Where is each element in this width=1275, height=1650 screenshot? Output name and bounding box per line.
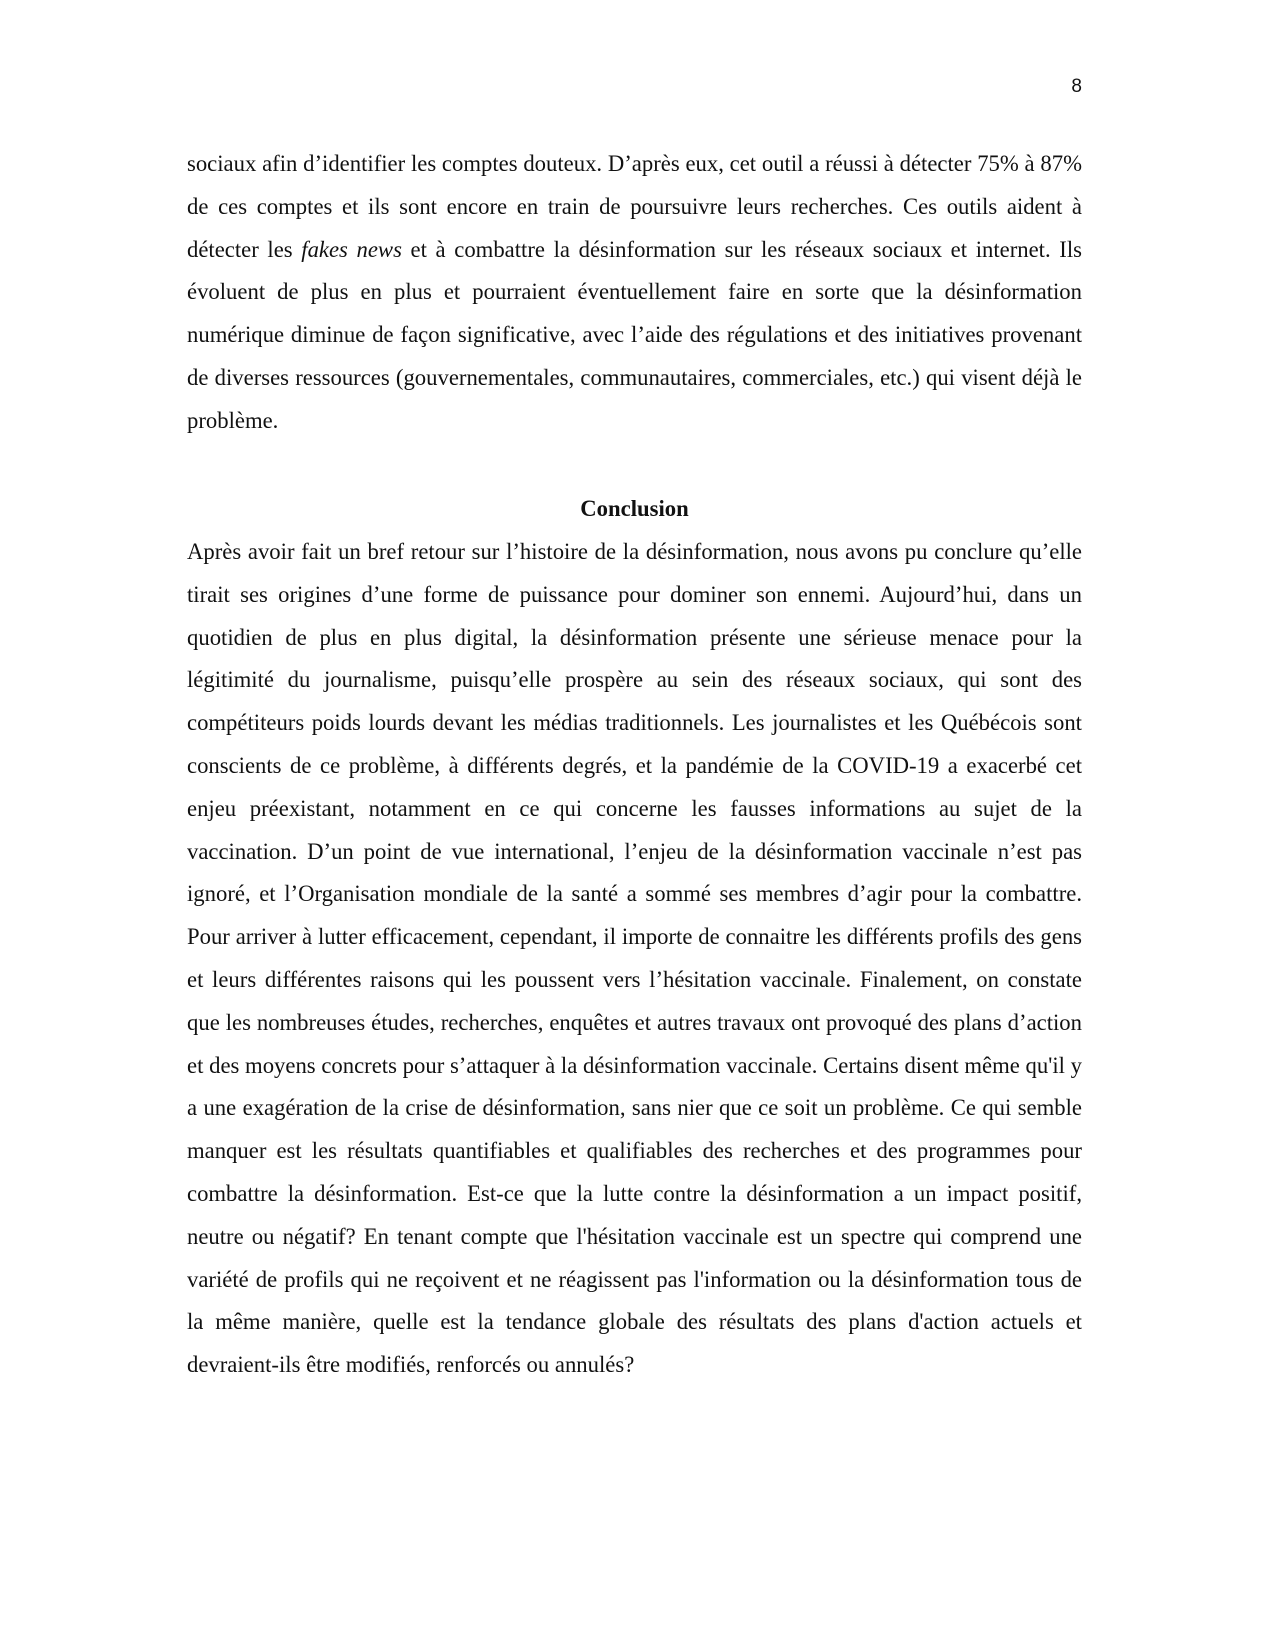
italic-term: fakes news [301, 236, 402, 262]
body-paragraph [187, 143, 1082, 443]
paragraph-text-start: sociaux afin d’identifier les comptes douteux. D’après eux, cet outil a réussi à détecter 75% à 87% de ces comptes et ils sont encore en train de poursuivre leurs recherches. Ces outils aident à détecter les [187, 151, 1082, 262]
page-number: 8 [1071, 76, 1082, 97]
conclusion-paragraph: Après avoir fait un bref retour sur l’histoire de la désinformation, nous avons pu conclure qu’elle tirait ses origines d’une forme de puissance pour dominer son ennemi. Aujourd’hui, dans un quotidien de plus en plus digital, la désinformation présente une sérieuse menace pour la légitimité du journalisme, puisqu’elle prospère au sein des réseaux sociaux, qui sont des compétiteurs poids lourds devant les médias traditionnels. Les journalistes et les Québécois sont conscients de ce problème, à différents degrés, et la pandémie de la COVID-19 a exacerbé cet enjeu préexistant, notamment en ce qui concerne les fausses informations au sujet de la vaccination. D’un point de vue international, l’enjeu de la désinformation vaccinale n’est pas ignoré, et l’Organisation mondiale de la santé a sommé ses membres d’agir pour la combattre. Pour arriver à lutter efficacement, cependant, il importe de connaitre les différents profils des gens et leurs différentes raisons qui les poussent vers l’hésitation vaccinale. Finalement, on constate que les nombreuses études, recherches, enquêtes et autres travaux ont provoqué des plans d’action et des moyens concrets pour s’attaquer à la désinformation vaccinale. Certains disent même qu'il y a une exagération de la crise de désinformation, sans nier que ce soit un problème. Ce qui semble manquer est les résultats quantifiables et qualifiables des recherches et des programmes pour combattre la désinformation. Est-ce que la lutte contre la désinformation a un impact positif, neutre ou négatif? En tenant compte que l'hésitation vaccinale est un spectre qui comprend une variété de profils qui ne reçoivent et ne réagissent pas l'information ou la désinformation tous de la même manière, quelle est la tendance globale des résultats des plans d'action actuels et devraient-ils être modifiés, renforcés ou annulés? [187, 539, 1082, 1378]
paragraph-text-end: et à combattre la désinformation sur les réseaux sociaux et internet. Ils évoluent de plus en plus et pourraient éventuellement faire en sorte que la désinformation numérique diminue de façon significative, avec l’aide des régulations et des initiatives provenant de diverses ressources (gouvernementales, communautaires, commerciales, etc.) qui visent déjà le problème. [187, 236, 1082, 433]
section-heading-conclusion: Conclusion [580, 496, 689, 521]
